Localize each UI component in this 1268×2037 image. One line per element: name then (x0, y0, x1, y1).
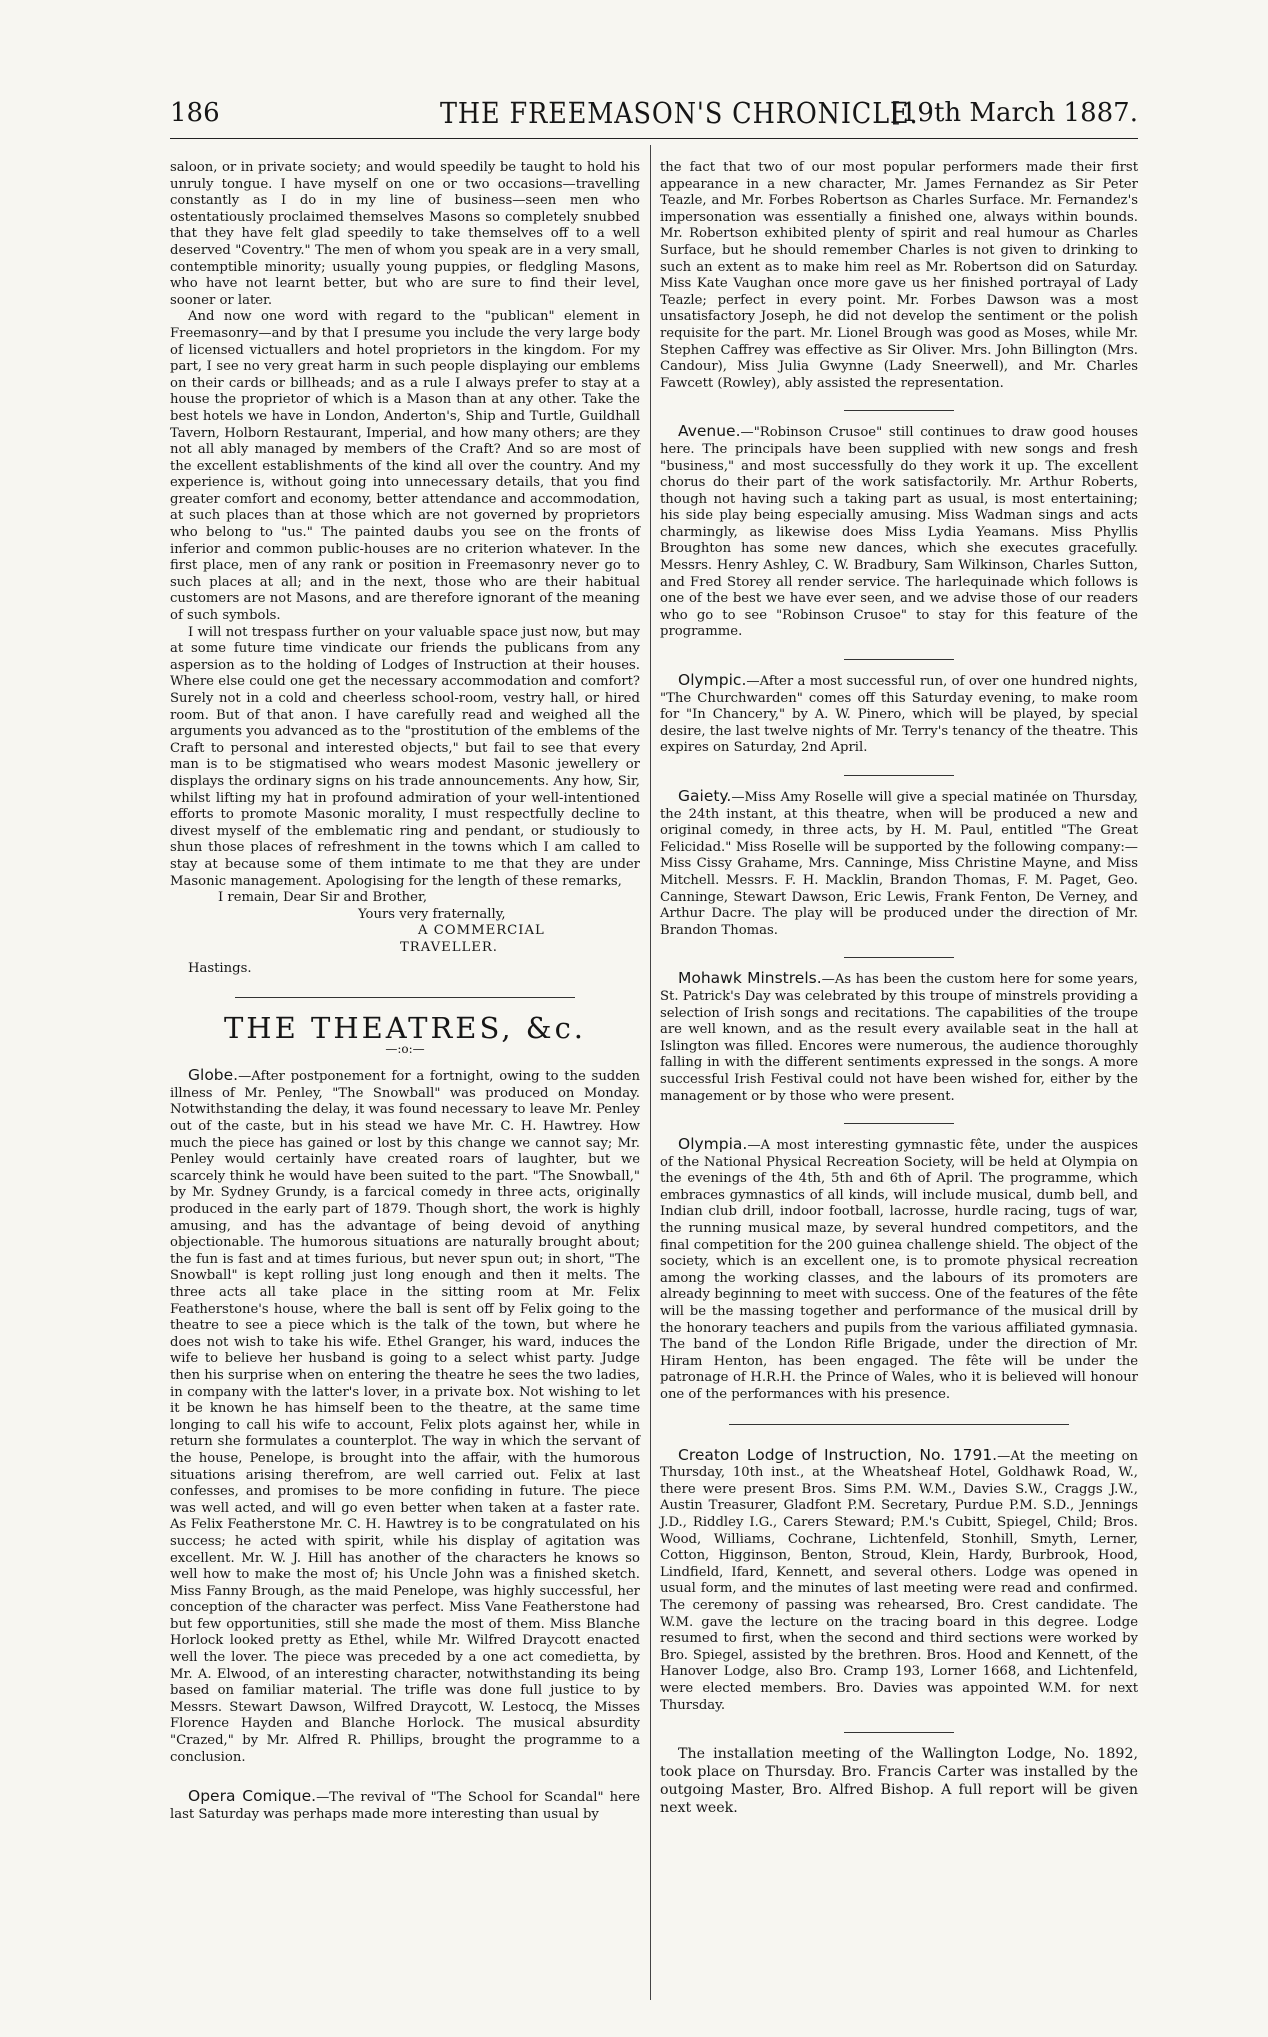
globe-heading: Globe. (188, 1066, 239, 1085)
column-rule (650, 145, 651, 2000)
issue-date: [19th March 1887. (890, 98, 1138, 128)
mohawk-review (660, 970, 1138, 1105)
gaiety-review (660, 788, 1138, 939)
mohawk-text: —As has been the custom here for some years, St. Patrick's Day was celebrated by this troupe of minstrels providing a selection of Irish songs and recitations. The capabilities of the troupe are well known, and as the result every available seat in the hall at Islington was filled. Encores were numerous, the audience thoroughly falling in with the different sentiments expressed in the songs. A more successful Irish Festival could not have been wished for, either by the management or by those who were present. (660, 972, 1138, 1104)
letter-signature: A COMMERCIAL TRAVELLER. (400, 923, 545, 955)
olympic-heading: Olympic. (678, 671, 747, 690)
masthead: THE FREEMASON'S CHRONICLE. (440, 96, 919, 130)
letter-paragraph: And now one word with regard to the "publican" element in Freemasonry—and by that I presume you include the very large body of licensed victuallers and hotel proprietors in the kingdom. For my part, I see no very great harm in such people displaying our emblems on their cards or billheads; and as a rule I always prefer to stay at a house the proprietor of which is a Mason than at any other. Take the best hotels we have in London, Anderton's, Ship and Turtle, Guildhall Tavern, Holborn Restaurant, Imperial, and how many others; are they not all ably managed by members of the Craft? And so are most of the excellent establishments of the kind all over the country. And my experience is, without going into unnecessary details, that you find greater comfort and economy, better attendance and accommodation, at such places than at those which are not governed by proprietors who belong to "us." The painted daubs you see on the fronts of inferior and common public-houses are no criterion whatever. In the first place, men of any rank or position in Freemasonry never go to such places at all; and in the next, those who are their habitual customers are not Masons, and are therefore ignorant of the meaning of such symbols. (170, 309, 640, 624)
page-header (170, 98, 1138, 136)
item-divider (844, 1732, 954, 1733)
left-column (170, 160, 640, 1823)
wallington-lodge-notice: The installation meeting of the Wallington Lodge, No. 1892, took place on Thursday. Bro. Francis Carter was installed by the outgoing Master, Bro. Alfred Bishop. A full report will be given next week. (660, 1746, 1138, 1817)
opera-comique-heading: Opera Comique. (188, 1787, 317, 1806)
item-divider (844, 1123, 954, 1124)
avenue-heading: Avenue. (678, 422, 741, 441)
theatres-subrule: —:o:— (385, 1041, 425, 1056)
letter-paragraph: saloon, or in private society; and would speedily be taught to hold his unruly tongue. I have myself on one or two occasions—travelling constantly as I do in my line of business—seen men who ostentatiously proclaimed themselves Masons so completely snubbed that they have felt glad speedily to take themselves off to a well deserved "Coventry." The men of whom you speak are in a very small, contemptible minority; usually young puppies, or fledgling Masons, who have not learnt better, but who are sure to find their level, sooner or later. (170, 160, 640, 308)
globe-review (170, 1067, 640, 1766)
opera-comique-review (170, 1788, 640, 1823)
creaton-lodge-text: —At the meeting on Thursday, 10th inst., at the Wheatsheaf Hotel, Goldhawk Road, W., there were present Bros. Sims P.M. W.M., Davies S.W., Craggs J.W., Austin Treasurer, Gladfont P.M. Secretary, Purdue P.M. S.D., Jennings J.D., Riddley I.G., Carers Steward; P.M.'s Cubitt, Spiegel, Child; Bros. Wood, Williams, Cochrane, Lichtenfeld, Stonhill, Smyth, Lerner, Cotton, Higginson, Benton, Stroud, Klein, Hardy, Burbrook, Hood, Lindfield, Ifard, Kennett, and several others. Lodge was opened in usual form, and the minutes of last meeting were read and confirmed. The ceremony of passing was rehearsed, Bro. Crest candidate. The W.M. gave the lecture on the tracing board in this degree. Lodge resumed to first, when the second and third sections were worked by Bro. Spiegel, assisted by the brethren. Bros. Hood and Kennett, of the Hanover Lodge, also Bro. Cramp 193, Lorner 1668, and Lichtenfeld, were elected members. Bro. Davies was appointed W.M. for next Thursday. (660, 1448, 1139, 1713)
gaiety-text: —Miss Amy Roselle will give a special matinée on Thursday, the 24th instant, at this theatre, when will be produced a new and original comedy, in three acts, by H. M. Paul, entitled "The Great Felicidad." Miss Roselle will be supported by the following company:—Miss Cissy Grahame, Mrs. Canninge, Miss Christine Mayne, and Miss Mitchell. Messrs. F. H. Macklin, Brandon Thomas, F. M. Paget, Geo. Canninge, Stewart Dawson, Eric Lewis, Frank Fenton, De Verney, and Arthur Dacre. The play will be produced under the direction of Mr. Brandon Thomas. (660, 790, 1138, 938)
avenue-text: —"Robinson Crusoe" still continues to draw good houses here. The principals have been supplied with new songs and fresh "business," and most successfully do they work it up. The excellent chorus do their part of the work satisfactorily. Mr. Arthur Roberts, though not having such a taking part as usual, is most entertaining; his side play being especially amusing. Miss Wadman sings and acts charmingly, as likewise does Miss Lydia Yeamans. Miss Phyllis Broughton has some new dances, which she executes gracefully. Messrs. Henry Ashley, C. W. Bradbury, Sam Wilkinson, Charles Sutton, and Fred Storey all render service. The harlequinade which follows is one of the best we have ever seen, and we advise those of our readers who go to see "Robinson Crusoe" to stay for this feature of the programme. (660, 425, 1138, 640)
item-divider (844, 410, 954, 411)
opera-comique-continued: the fact that two of our most popular performers made their first appearance in a new character, Mr. James Fernandez as Sir Peter Teazle, and Mr. Forbes Robertson as Charles Surface. Mr. Fernandez's impersonation was essentially a finished one, always within bounds. Mr. Robertson exhibited plenty of spirit and real humour as Charles Surface, but he should remember Charles is not given to drinking to such an extent as to make him reel as Mr. Robertson did on Saturday. Miss Kate Vaughan once more gave us her finished portrayal of Lady Teazle; perfect in every point. Mr. Forbes Dawson was a most unsatisfactory Joseph, he did not develop the sentiment or the polish requisite for the part. Mr. Lionel Brough was good as Moses, while Mr. Stephen Caffrey was effective as Sir Oliver. Mrs. John Billington (Mrs. Candour), Miss Julia Gwynne (Lady Sneerwell), and Mr. Charles Fawcett (Rowley), ably assisted the representation. (660, 160, 1138, 391)
olympia-text: —A most interesting gymnastic fête, under the auspices of the National Physical Recreation Society, will be held at Olympia on the evenings of the 4th, 5th and 6th of April. The programme, which embraces gymnastics of all kinds, will include musical, dumb bell, and Indian club drill, indoor football, lacrosse, hurdle racing, tugs of war, the running musical maze, by several hundred competitors, and the final competition for the 200 guinea challenge shield. The object of the society, which is an excellent one, is to promote physical recreation among the working classes, and the labours of its promoters are already beginning to meet with success. One of the features of the fête will be the massing together and performance of the musical drill by the honorary teachers and pupils from the various affiliated gymnasia. The band of the London Rifle Brigade, under the direction of Mr. Hiram Henton, has been engaged. The fête will be under the patronage of H.R.H. the Prince of Wales, who it is believed will honour one of the performances with his presence. (660, 1138, 1138, 1402)
avenue-review (660, 423, 1138, 641)
item-divider (844, 775, 954, 776)
globe-text: —After postponement for a fortnight, owing to the sudden illness of Mr. Penley, "The Snowball" was produced on Monday. Notwithstanding the delay, it was found necessary to leave Mr. Penley out of the caste, but in his stead we have Mr. C. H. Hawtrey. How much the piece has gained or lost by this change we cannot say; Mr. Penley would certainly have created roars of laughter, but we scarcely think he would have been suited to the part. "The Snowball," by Mr. Sydney Grundy, is a farcical comedy in three acts, originally produced in the early part of 1879. Though short, the work is highly amusing, and has the advantage of being devoid of anything objectionable. The humorous situations are naturally brought about; the fun is fast and at times furious, but never spun out; in short, "The Snowball" is kept rolling just long enough and then it melts. The three acts all take place in the sitting room at Mr. Felix Featherstone's house, where the ball is sent off by Felix going to the theatre to see a piece which is the talk of the town, but where he does not wish to take his wife. Ethel Granger, his ward, induces the wife to believe her husband is going to a select whist party. Judge then his surprise when on entering the theatre he sees the two ladies, in company with the latter's lover, in a private box. Not wishing to let it be known he has himself been to the theatre, at the same time longing to call his wife to account, Felix plots against her, while in return she formulates a counterplot. The way in which the servant of the house, Penelope, is brought into the affair, with the humorous situations arising therefrom, are well carried out. Felix at last confesses, and promises to be more confiding in future. The piece was well acted, and will go even better when taken at a faster rate. As Felix Featherstone Mr. C. H. Hawtrey is to be congratulated on his success; he acted with spirit, while his display of agitation was excellent. Mr. W. J. Hill has another of the characters he knows so well how to make the most of; his Uncle John was a finished sketch. Miss Fanny Brough, as the maid Penelope, was highly successful, her conception of the character was perfect. Miss Vane Featherstone had but few opportunities, still she made the most of them. Miss Blanche Horlock looked pretty as Ethel, while Mr. Wilfred Draycott enacted well the lover. The piece was preceded by a one act comedietta, by Mr. A. Elwood, of an interesting character, notwithstanding its being based on familiar material. The trifle was done full justice to by Messrs. Stewart Dawson, Wilfred Draycott, W. Lestocq, the Misses Florence Hayden and Blanche Horlock. The musical absurdity "Crazed," by Mr. Alfred R. Phillips, brought the programme to a conclusion. (170, 1069, 640, 1765)
creaton-lodge-heading: Creaton Lodge of Instruction, No. 1791. (678, 1445, 998, 1464)
opera-comique-text: —The revival of "The School for Scandal" here last Saturday was perhaps made more interesting than usual by (170, 1790, 640, 1822)
letter-place: Hastings. (188, 960, 252, 976)
olympic-review (660, 672, 1138, 757)
gaiety-heading: Gaiety. (678, 787, 732, 805)
olympia-notice (660, 1136, 1138, 1404)
letter-valediction: Yours very fraternally, (358, 906, 506, 922)
item-divider (844, 659, 954, 660)
letter-paragraph: I will not trespass further on your valuable space just now, but may at some future time vindicate our friends the publicans from any aspersion as to the holding of Lodges of Instruction at their houses. Where else could one get the necessary accommodation and comfort? Surely not in a cold and cheerless school-room, vestry hall, or hired room. But of that anon. I have carefully read and weighed all the arguments you advanced as to the "prostitution of the emblems of the Craft to personal and interested objects," but fail to see that every man is to be stigmatised who wears modest Masonic jewellery or displays the ordinary signs on his trade announcements. Any how, Sir, whilst lifting my hat in profound admiration of your well-intentioned efforts to promote Masonic morality, I must respectfully decline to divest myself of the emblematic ring and pendant, or studiously to shun those places of refreshment in the towns which I am called to stay at because some of them intimate to me that they are under Masonic management. Apologising for the length of these remarks, (170, 624, 640, 889)
header-rule (170, 138, 1138, 139)
letter-closing: I remain, Dear Sir and Brother, (218, 890, 428, 906)
olympia-heading: Olympia. (678, 1135, 748, 1154)
right-column (660, 160, 1138, 1817)
page-number: 186 (170, 98, 220, 128)
section-divider (729, 1424, 1069, 1425)
theatres-heading: THE THEATRES, &c. (223, 1011, 587, 1046)
spacer (170, 1766, 640, 1788)
creaton-lodge-report (660, 1447, 1138, 1715)
item-divider (844, 957, 954, 958)
olympic-text: —After a most successful run, of over one hundred nights, "The Churchwarden" comes off this Saturday evening, to make room for "In Chancery," by A. W. Pinero, which will be played, by special desire, the last twelve nights of Mr. Terry's tenancy of the theatre. This expires on Saturday, 2nd April. (660, 674, 1138, 756)
section-divider (235, 997, 575, 998)
mohawk-heading: Mohawk Minstrels. (678, 969, 822, 988)
